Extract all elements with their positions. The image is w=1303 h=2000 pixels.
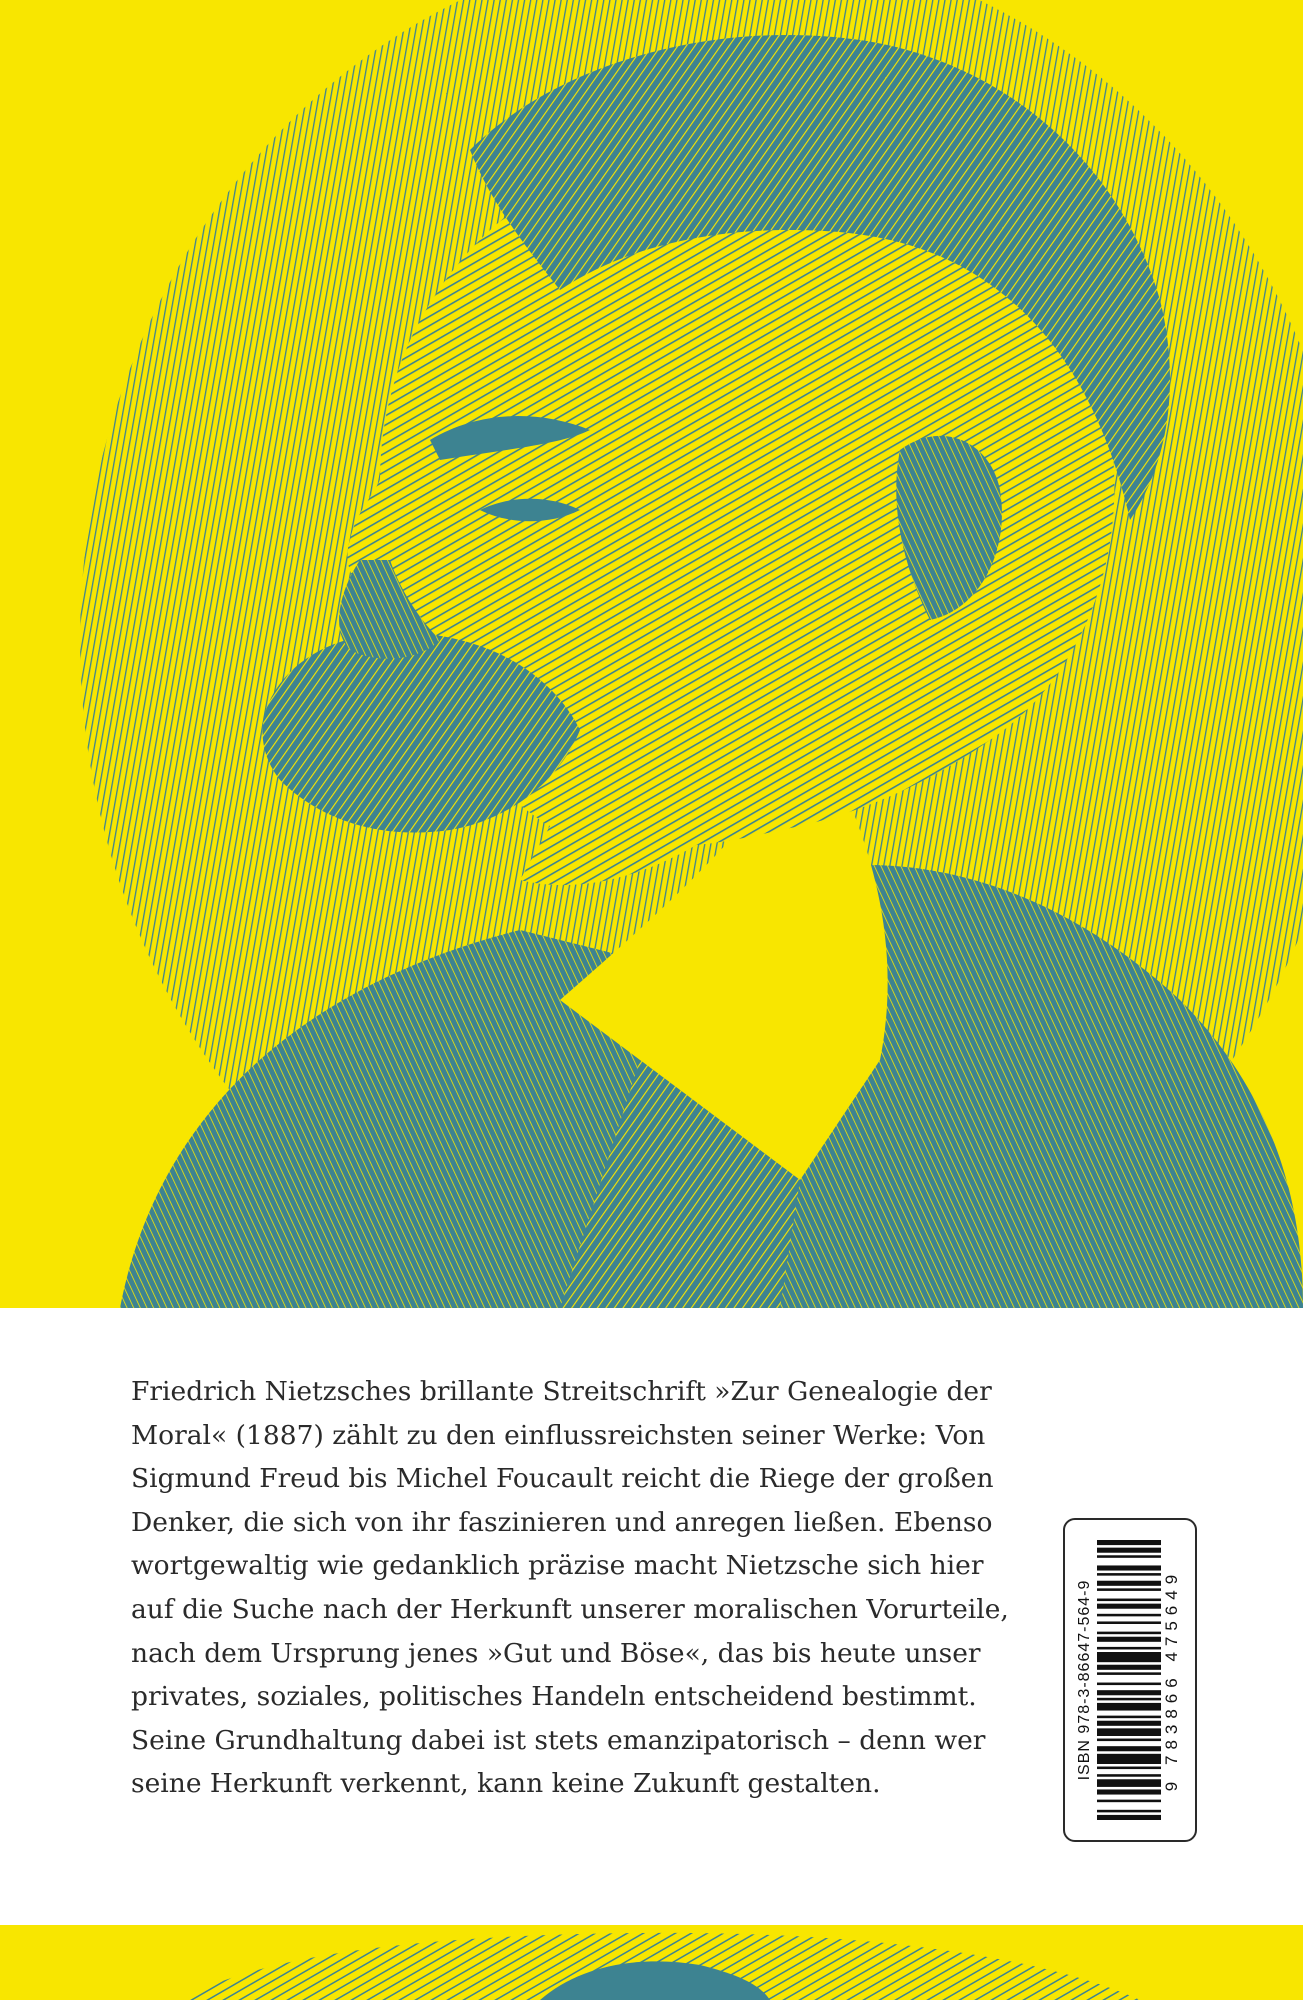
blurb-line: Moral« (1887) zählt zu den einflussreichsten seiner Werke: Von	[131, 1419, 986, 1451]
portrait-illustration-bottom	[0, 1925, 1303, 2000]
barcode-rotated	[1075, 1532, 1185, 1828]
blurb-line: seine Herkunft verkennt, kann keine Zukunft gestalten.	[131, 1768, 881, 1800]
ean-digits: 9 783866 475649	[1162, 1568, 1181, 1792]
blurb-line: auf die Suche nach der Herkunft unserer moralischen Vorurteile,	[131, 1593, 1009, 1625]
blurb-line: Denker, die sich von ihr faszinieren und anregen ließen. Ebenso	[131, 1506, 993, 1538]
blurb-line: Friedrich Nietzsches brillante Streitschrift »Zur Genealogie der	[131, 1376, 992, 1407]
blurb-line: Sigmund Freud bis Michel Foucault reicht die Riege der großen	[131, 1463, 994, 1495]
blurb-line: Seine Grundhaltung dabei ist stets emanzipatorisch – denn wer	[131, 1724, 986, 1756]
blurb-text	[131, 1370, 1041, 1806]
blurb-line: privates, soziales, politisches Handeln entscheidend bestimmt.	[131, 1681, 977, 1713]
blurb-line: wortgewaltig wie gedanklich präzise macht Nietzsche sich hier	[131, 1550, 984, 1582]
barcode-bars-icon	[1097, 1540, 1161, 1820]
blurb-line: nach dem Ursprung jenes »Gut und Böse«, das bis heute unser	[131, 1637, 981, 1669]
isbn-barcode	[1063, 1518, 1197, 1842]
isbn-label: ISBN 978-3-86647-564-9	[1076, 1579, 1093, 1781]
